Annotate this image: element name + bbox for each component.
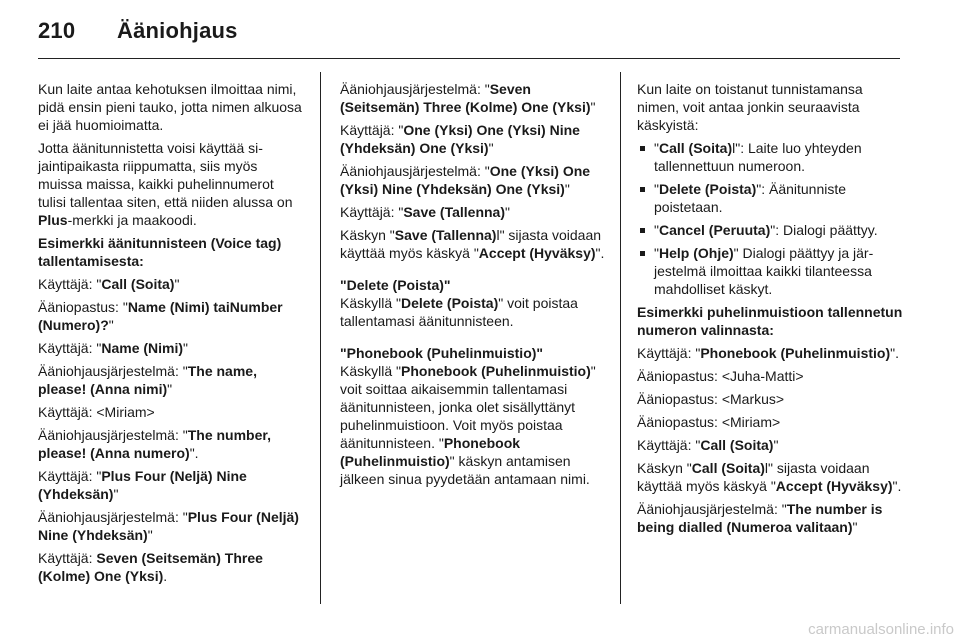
list-item-text	[654, 139, 903, 175]
page-title: Ääniohjaus	[117, 18, 238, 43]
text-run: l" sijasta voidaan käyttää myös käskyä "	[637, 460, 870, 494]
bold-text: Phonebook (Puhelinmuistio)	[700, 345, 891, 361]
bullet-square-icon	[640, 187, 645, 192]
paragraph	[637, 344, 903, 362]
text-run: Ääniohjausjärjestelmä: "	[340, 81, 490, 97]
text-run: Käskyllä "	[340, 363, 401, 379]
paragraph	[38, 467, 304, 503]
bold-text: Help (Ohje)	[658, 245, 734, 261]
bold-text: Delete (Poista)	[658, 181, 757, 197]
text-run: l" sijasta voidaan käyttää myös käskyä "	[340, 227, 602, 261]
text-run: Ääniohjausjärjestelmä: "	[38, 363, 188, 379]
bullet-square-icon	[640, 251, 645, 256]
text-run: Ääniohjausjärjestelmä: "	[637, 501, 787, 517]
text-run: ".	[890, 345, 899, 361]
paragraph	[340, 80, 605, 116]
paragraph	[38, 275, 304, 293]
text-run: Ääniohjausjärjestelmä: "	[38, 509, 188, 525]
text-run: Käyttäjä: "	[637, 345, 701, 361]
paragraph	[637, 459, 903, 495]
bullet-square-icon	[640, 228, 645, 233]
text-run: "	[488, 140, 494, 156]
text-run: "	[174, 276, 180, 292]
text-run: Käyttäjä: "	[38, 276, 102, 292]
bold-text: Call (Soita)	[691, 460, 765, 476]
text-run: .	[163, 568, 168, 584]
list-item	[637, 180, 903, 216]
text-run: Ääniopastus: <Miriam>	[637, 414, 781, 430]
paragraph: Kun laite on toistanut tunnistamansa nimen, voit antaa jonkin seuraavista käskyistä:	[637, 81, 863, 133]
text-run: "	[147, 527, 153, 543]
paragraph	[340, 162, 605, 198]
text-run: Ääniopastus: <Markus>	[637, 391, 785, 407]
bold-text: The number, please! (Anna numero)	[38, 427, 271, 461]
column-divider-1	[320, 72, 321, 604]
text-run: Ääniopastus: "	[38, 299, 128, 315]
text-run: "	[654, 245, 659, 261]
text-run: "	[108, 317, 114, 333]
text-run: Käskyn "	[340, 227, 395, 243]
bold-text: "Delete (Poista)"	[340, 277, 451, 293]
text-run: "	[590, 99, 596, 115]
text-column-2	[340, 80, 605, 493]
list-item-text	[654, 244, 903, 298]
header-rule	[38, 58, 900, 59]
page-header	[38, 18, 238, 44]
bold-text: Accept (Hyväksy)	[478, 245, 596, 261]
text-run: Kun laite antaa kehotuksen ilmoittaa nimi, pidä ensin pieni tauko, jotta nimen alkuosa ei jää huomioimatta.	[38, 81, 302, 133]
list-item	[637, 221, 903, 239]
text-run: "	[113, 486, 119, 502]
bold-text: Save (Tallenna)	[394, 227, 497, 243]
bold-text: Call (Soita)	[700, 437, 774, 453]
bold-text: Plus	[38, 212, 68, 228]
text-column-3	[637, 80, 903, 541]
paragraph	[637, 303, 903, 339]
text-run: " voit soittaa aikaisemmin tallentamasi äänitunnisteen, jonka olet sisällyttänyt puhelinmuistioon. Voit myös poistaa äänitunnisteen. "	[340, 363, 596, 451]
bold-text: Name (Nimi)	[101, 340, 184, 356]
text-run: ": Dialogi päättyy.	[770, 222, 878, 238]
text-run: " voit poistaa tallentamasi äänitunnisteen.	[340, 295, 578, 329]
paragraph	[38, 362, 304, 398]
command-list	[637, 139, 903, 298]
paragraph	[38, 549, 304, 585]
paragraph	[38, 234, 304, 270]
paragraph	[340, 276, 605, 330]
text-run: Käskyn "	[637, 460, 692, 476]
bold-text: Phonebook (Puhelinmuistio)	[401, 363, 591, 379]
paragraph	[38, 339, 304, 357]
bold-text: Call (Soita)	[658, 140, 733, 156]
bold-text: Call (Soita)	[101, 276, 175, 292]
text-run: "	[654, 140, 659, 156]
paragraph	[38, 508, 304, 544]
bold-text: Plus Four (Neljä) Nine (Yhdeksän)	[38, 509, 299, 543]
paragraph	[340, 226, 605, 262]
bold-text: "Phonebook (Puhelinmuistio)"	[340, 345, 544, 361]
text-run: -merkki ja maakoodi.	[67, 212, 197, 228]
text-run: " käskyn antamisen jälkeen sinua pyydetään antamaan nimi.	[340, 453, 590, 487]
text-run: Ääniopastus: <Juha-Matti>	[637, 368, 804, 384]
text-run: "	[654, 222, 659, 238]
text-run: ".	[189, 445, 199, 461]
bold-text: Seven (Seitsemän) Three (Kolme) One (Yksi)	[340, 81, 591, 115]
paragraph	[340, 121, 605, 157]
paragraph	[38, 298, 304, 334]
paragraph	[637, 390, 903, 408]
bold-text: Delete (Poista)	[401, 295, 499, 311]
column-divider-2	[620, 72, 621, 604]
list-item	[637, 139, 903, 175]
bold-text: Name (Nimi) taiNumber (Numero)?	[38, 299, 283, 333]
text-run: Ääniohjausjärjestelmä: "	[38, 427, 188, 443]
bold-text: Cancel (Peruuta)	[658, 222, 771, 238]
bold-text: Esimerkki puhelinmuistioon tallennetun numeron valinnasta:	[637, 304, 903, 338]
text-run: "	[654, 181, 659, 197]
paragraph	[340, 203, 605, 221]
bold-text: Accept (Hyväksy)	[775, 478, 893, 494]
text-run: Ääniohjausjärjestelmä: "	[340, 163, 490, 179]
bold-text: Save (Tallenna)	[403, 204, 506, 220]
text-run: "	[167, 381, 173, 397]
text-run: Käyttäjä: "	[340, 122, 404, 138]
paragraph	[637, 436, 903, 454]
bold-text: One (Yksi) One (Yksi) Nine (Yhdeksän) One (Yksi)	[340, 122, 580, 156]
text-run: Käyttäjä: "	[38, 468, 102, 484]
text-run: "	[773, 437, 779, 453]
page-number: 210	[38, 18, 76, 43]
bold-text: The name, please! (Anna nimi)	[38, 363, 257, 397]
text-run: ".	[595, 245, 605, 261]
bold-text: Seven (Seitsemän) Three (Kolme) One (Yksi)	[38, 550, 263, 584]
text-run: Käyttäjä: <Miriam>	[38, 404, 155, 420]
bullet-square-icon	[640, 146, 645, 151]
bold-text: One (Yksi) One (Yksi) Nine (Yhdeksän) One (Yksi)	[340, 163, 591, 197]
text-run: Käskyllä "	[340, 295, 401, 311]
paragraph	[637, 500, 903, 536]
text-run: "	[852, 519, 858, 535]
text-run: "	[564, 181, 570, 197]
paragraph	[38, 403, 304, 421]
text-run: ": Äänitunniste poistetaan.	[654, 181, 847, 215]
list-item	[637, 244, 903, 298]
text-run: "	[505, 204, 510, 220]
text-run: "	[183, 340, 189, 356]
paragraph	[38, 139, 304, 229]
paragraph	[637, 413, 903, 431]
bold-text: The number is being dialled (Numeroa valitaan)	[637, 501, 883, 535]
bold-text: Esimerkki äänitunnisteen (Voice tag) tallentamisesta:	[38, 235, 282, 269]
text-run: l": Laite luo yhteyden tallennettuun numeroon.	[654, 140, 862, 174]
text-run: " Dialogi päättyy ja järjestelmä ilmoittaa kaikki tilanteessa mahdolliset käskyt.	[654, 245, 874, 297]
paragraph	[637, 367, 903, 385]
text-run: Jotta äänitunnistetta voisi käyttää sijaintipaikasta riippumatta, siis myös muissa maissa, kaikki puhelinnumerot tulisi tallentaa siten, että niiden alussa on	[38, 140, 293, 210]
text-run: Käyttäjä: "	[340, 204, 404, 220]
bold-text: Plus Four (Neljä) Nine (Yhdeksän)	[38, 468, 247, 502]
text-column-1	[38, 80, 304, 590]
list-item-text	[654, 180, 903, 216]
text-run: Käyttäjä: "	[38, 340, 102, 356]
watermark: carmanualsonline.info	[808, 621, 954, 638]
paragraph	[38, 426, 304, 462]
text-run: Käyttäjä: "	[637, 437, 701, 453]
list-item-text	[654, 221, 878, 239]
text-run: Käyttäjä:	[38, 550, 97, 566]
bold-text: Phonebook (Puhelinmuistio)	[340, 435, 521, 469]
paragraph	[340, 344, 605, 488]
text-run: ".	[892, 478, 902, 494]
paragraph	[38, 80, 304, 134]
